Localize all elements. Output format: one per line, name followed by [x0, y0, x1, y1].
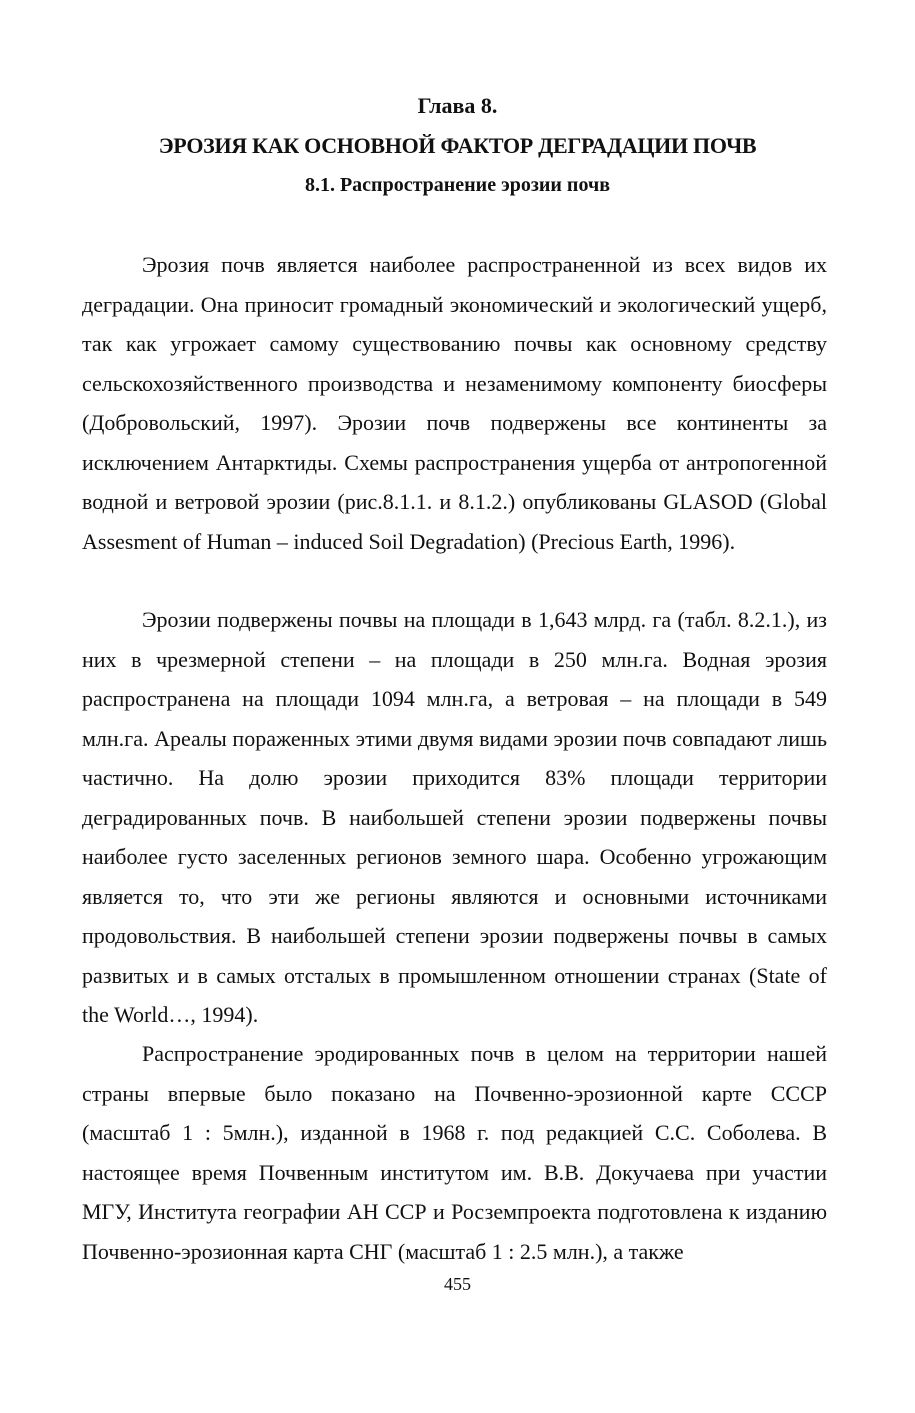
page-number: 455: [444, 1274, 471, 1294]
section-heading: 8.1. Распространение эрозии почв: [304, 174, 611, 196]
paragraph: Распространение эродированных почв в целом на территории нашей страны впервые было показано на Почвенно-эрозионной карте СССР (масштаб 1 : 5млн.), изданной в 1968 г. под редакцией С.С. Соболева. В настоящее время Почвенным институтом им. В.В. Докучаева при участии МГУ, Института географии АН ССР и Росземпроекта подготовлена к изданию Почвенно-эрозионная карта СНГ (масштаб 1 : 2.5 млн.), а также: [82, 1041, 827, 1264]
chapter-heading: Глава 8.: [417, 93, 498, 118]
paragraph: Эрозия почв является наиболее распространенной из всех видов их деградации. Она приносит громадный экономический и экологический ущерб, так как угрожает самому существованию почвы как основному средству сельскохозяйственного производства и незаменимому компоненту биосферы (Добровольский, 1997). Эрозии почв подвержены все континенты за исключением Антарктиды. Схемы распространения ущерба от антропогенной водной и ветровой эрозии (рис.8.1.1. и 8.1.2.) опубликованы GLASOD (Global Assesment of Human – induced Soil Degradation) (Precious Earth, 1996).: [82, 252, 827, 554]
chapter-title: ЭРОЗИЯ КАК ОСНОВНОЙ ФАКТОР ДЕГРАДАЦИИ ПОЧВ: [158, 133, 757, 158]
paragraph: Эрозии подвержены почвы на площади в 1,643 млрд. га (табл. 8.2.1.), из них в чрезмерной степени – на площади в 250 млн.га. Водная эрозия распространена на площади 1094 млн.га, а ветровая – на площади в 549 млн.га. Ареалы пораженных этими двумя видами эрозии почв совпадают лишь частично. На долю эрозии приходится 83% площади территории деградированных почв. В наибольшей степени эрозии подвержены почвы наиболее густо заселенных регионов земного шара. Особенно угрожающим является то, что эти же регионы являются и основными источниками продовольствия. В наибольшей степени эрозии подвержены почвы в самых развитых и в самых отсталых в промышленном отношении странах (State of the World…, 1994).: [82, 607, 827, 1027]
